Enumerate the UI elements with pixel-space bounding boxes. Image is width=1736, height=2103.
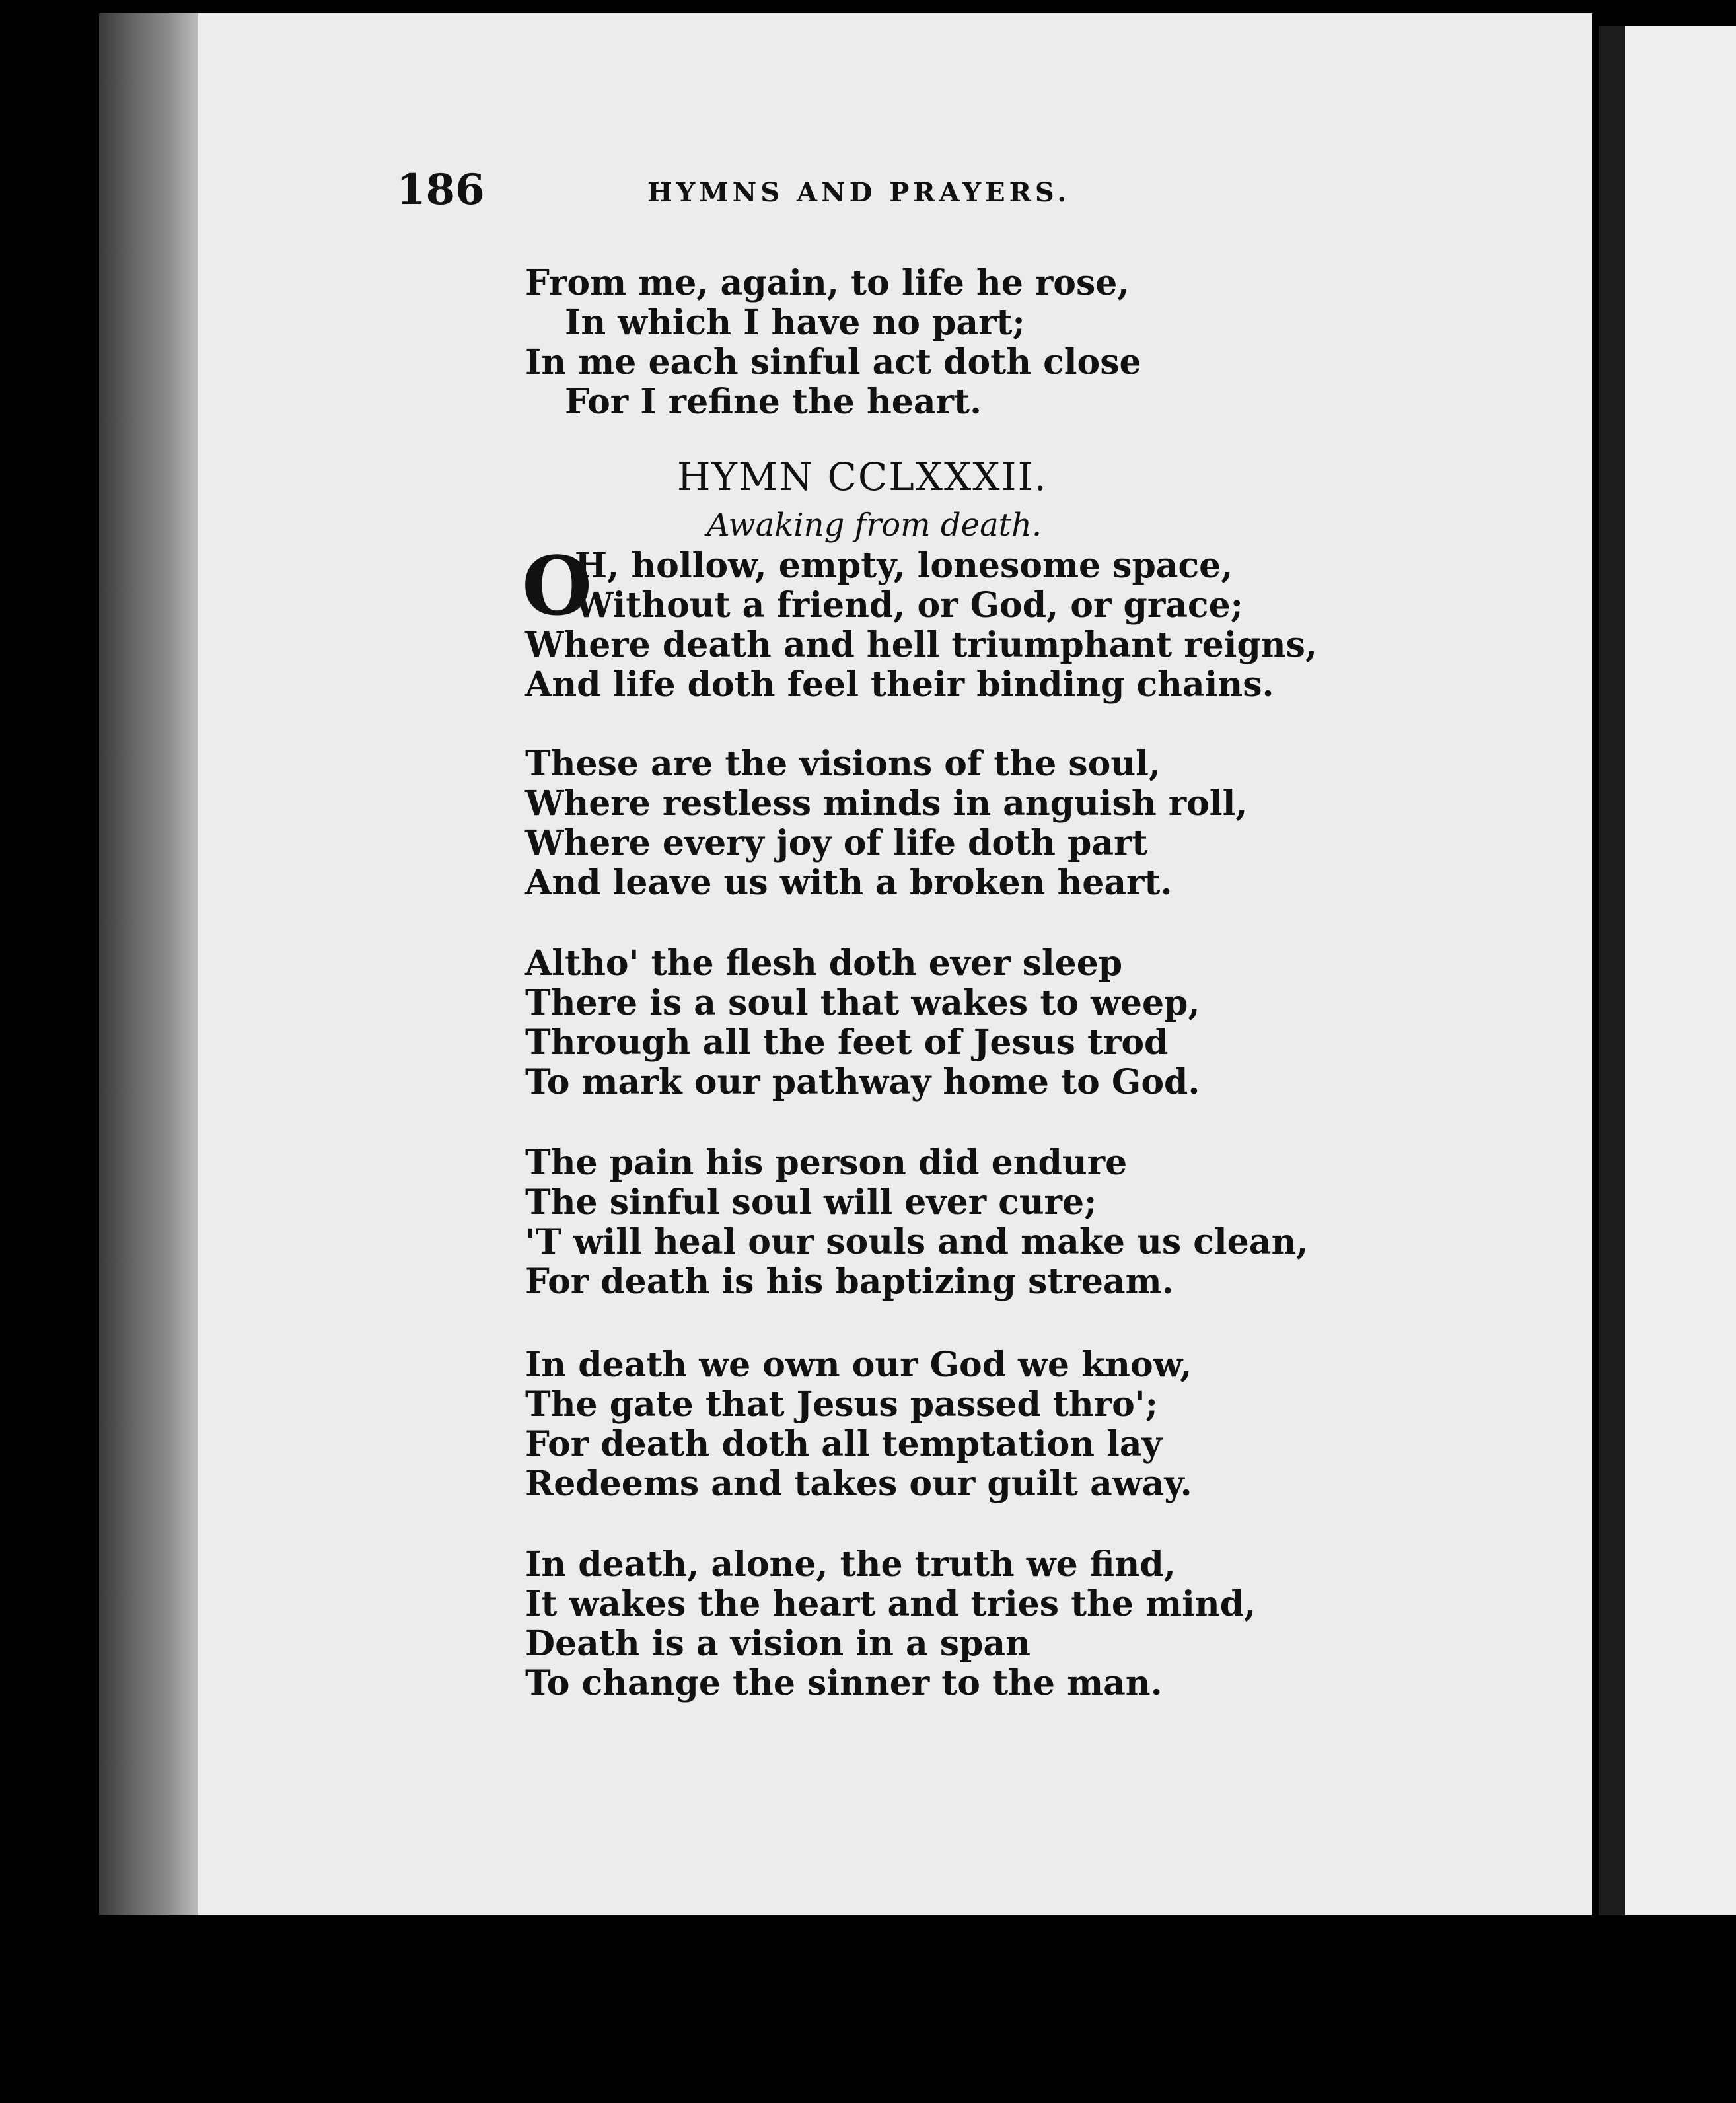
- verse-line: And leave us with a broken heart.: [525, 863, 1173, 903]
- verse-line: For death doth all temptation lay: [525, 1424, 1162, 1464]
- verse-line: In death we own our God we know,: [525, 1345, 1192, 1385]
- hymn-title: HYMN CCLXXXII.: [677, 454, 1048, 499]
- verse-line: The gate that Jesus passed thro';: [525, 1384, 1158, 1425]
- book-spine: [99, 13, 198, 1929]
- verse-line: Where death and hell triumphant reigns,: [525, 625, 1317, 665]
- verse-line: Death is a vision in a span: [525, 1623, 1031, 1664]
- hymn-subtitle: Awaking from death.: [707, 507, 1042, 544]
- verse-line: The sinful soul will ever cure;: [525, 1182, 1097, 1223]
- page-gutter: [1599, 26, 1625, 1915]
- verse-line: And life doth feel their binding chains.: [525, 664, 1274, 705]
- verse-line: From me, again, to life he rose,: [525, 263, 1130, 303]
- verse-line: In me each sinful act doth close: [525, 342, 1141, 382]
- verse-line: To mark our pathway home to God.: [525, 1062, 1200, 1102]
- verse-line: Through all the feet of Jesus trod: [525, 1022, 1169, 1063]
- verse-line: It wakes the heart and tries the mind,: [525, 1584, 1256, 1624]
- verse-line: These are the visions of the soul,: [525, 744, 1161, 784]
- page-number: 186: [396, 165, 485, 215]
- verse-line: To change the sinner to the man.: [525, 1663, 1163, 1703]
- scan-border: [0, 1915, 1736, 2103]
- verse-line: Altho' the flesh doth ever sleep: [525, 943, 1123, 983]
- verse-line: Without a friend, or God, or grace;: [575, 585, 1243, 625]
- verse-line: Redeems and takes our guilt away.: [525, 1464, 1192, 1504]
- verse-line: In death, alone, the truth we find,: [525, 1544, 1176, 1585]
- drop-cap: O: [522, 538, 593, 633]
- verse-line: For death is his baptizing stream.: [525, 1262, 1174, 1302]
- verse-line: The pain his person did endure: [525, 1143, 1128, 1183]
- verse-line: In which I have no part;: [565, 303, 1025, 343]
- facing-page-edge: [1625, 26, 1736, 1915]
- verse-line: There is a soul that wakes to weep,: [525, 983, 1200, 1023]
- verse-line: 'T will heal our souls and make us clean,: [525, 1222, 1309, 1262]
- verse-line: H, hollow, empty, lonesome space,: [575, 546, 1233, 586]
- running-head: HYMNS AND PRAYERS.: [647, 177, 1071, 208]
- verse-line: Where restless minds in anguish roll,: [525, 783, 1248, 824]
- verse-line: For I refine the heart.: [565, 382, 982, 422]
- verse-line: Where every joy of life doth part: [525, 823, 1148, 863]
